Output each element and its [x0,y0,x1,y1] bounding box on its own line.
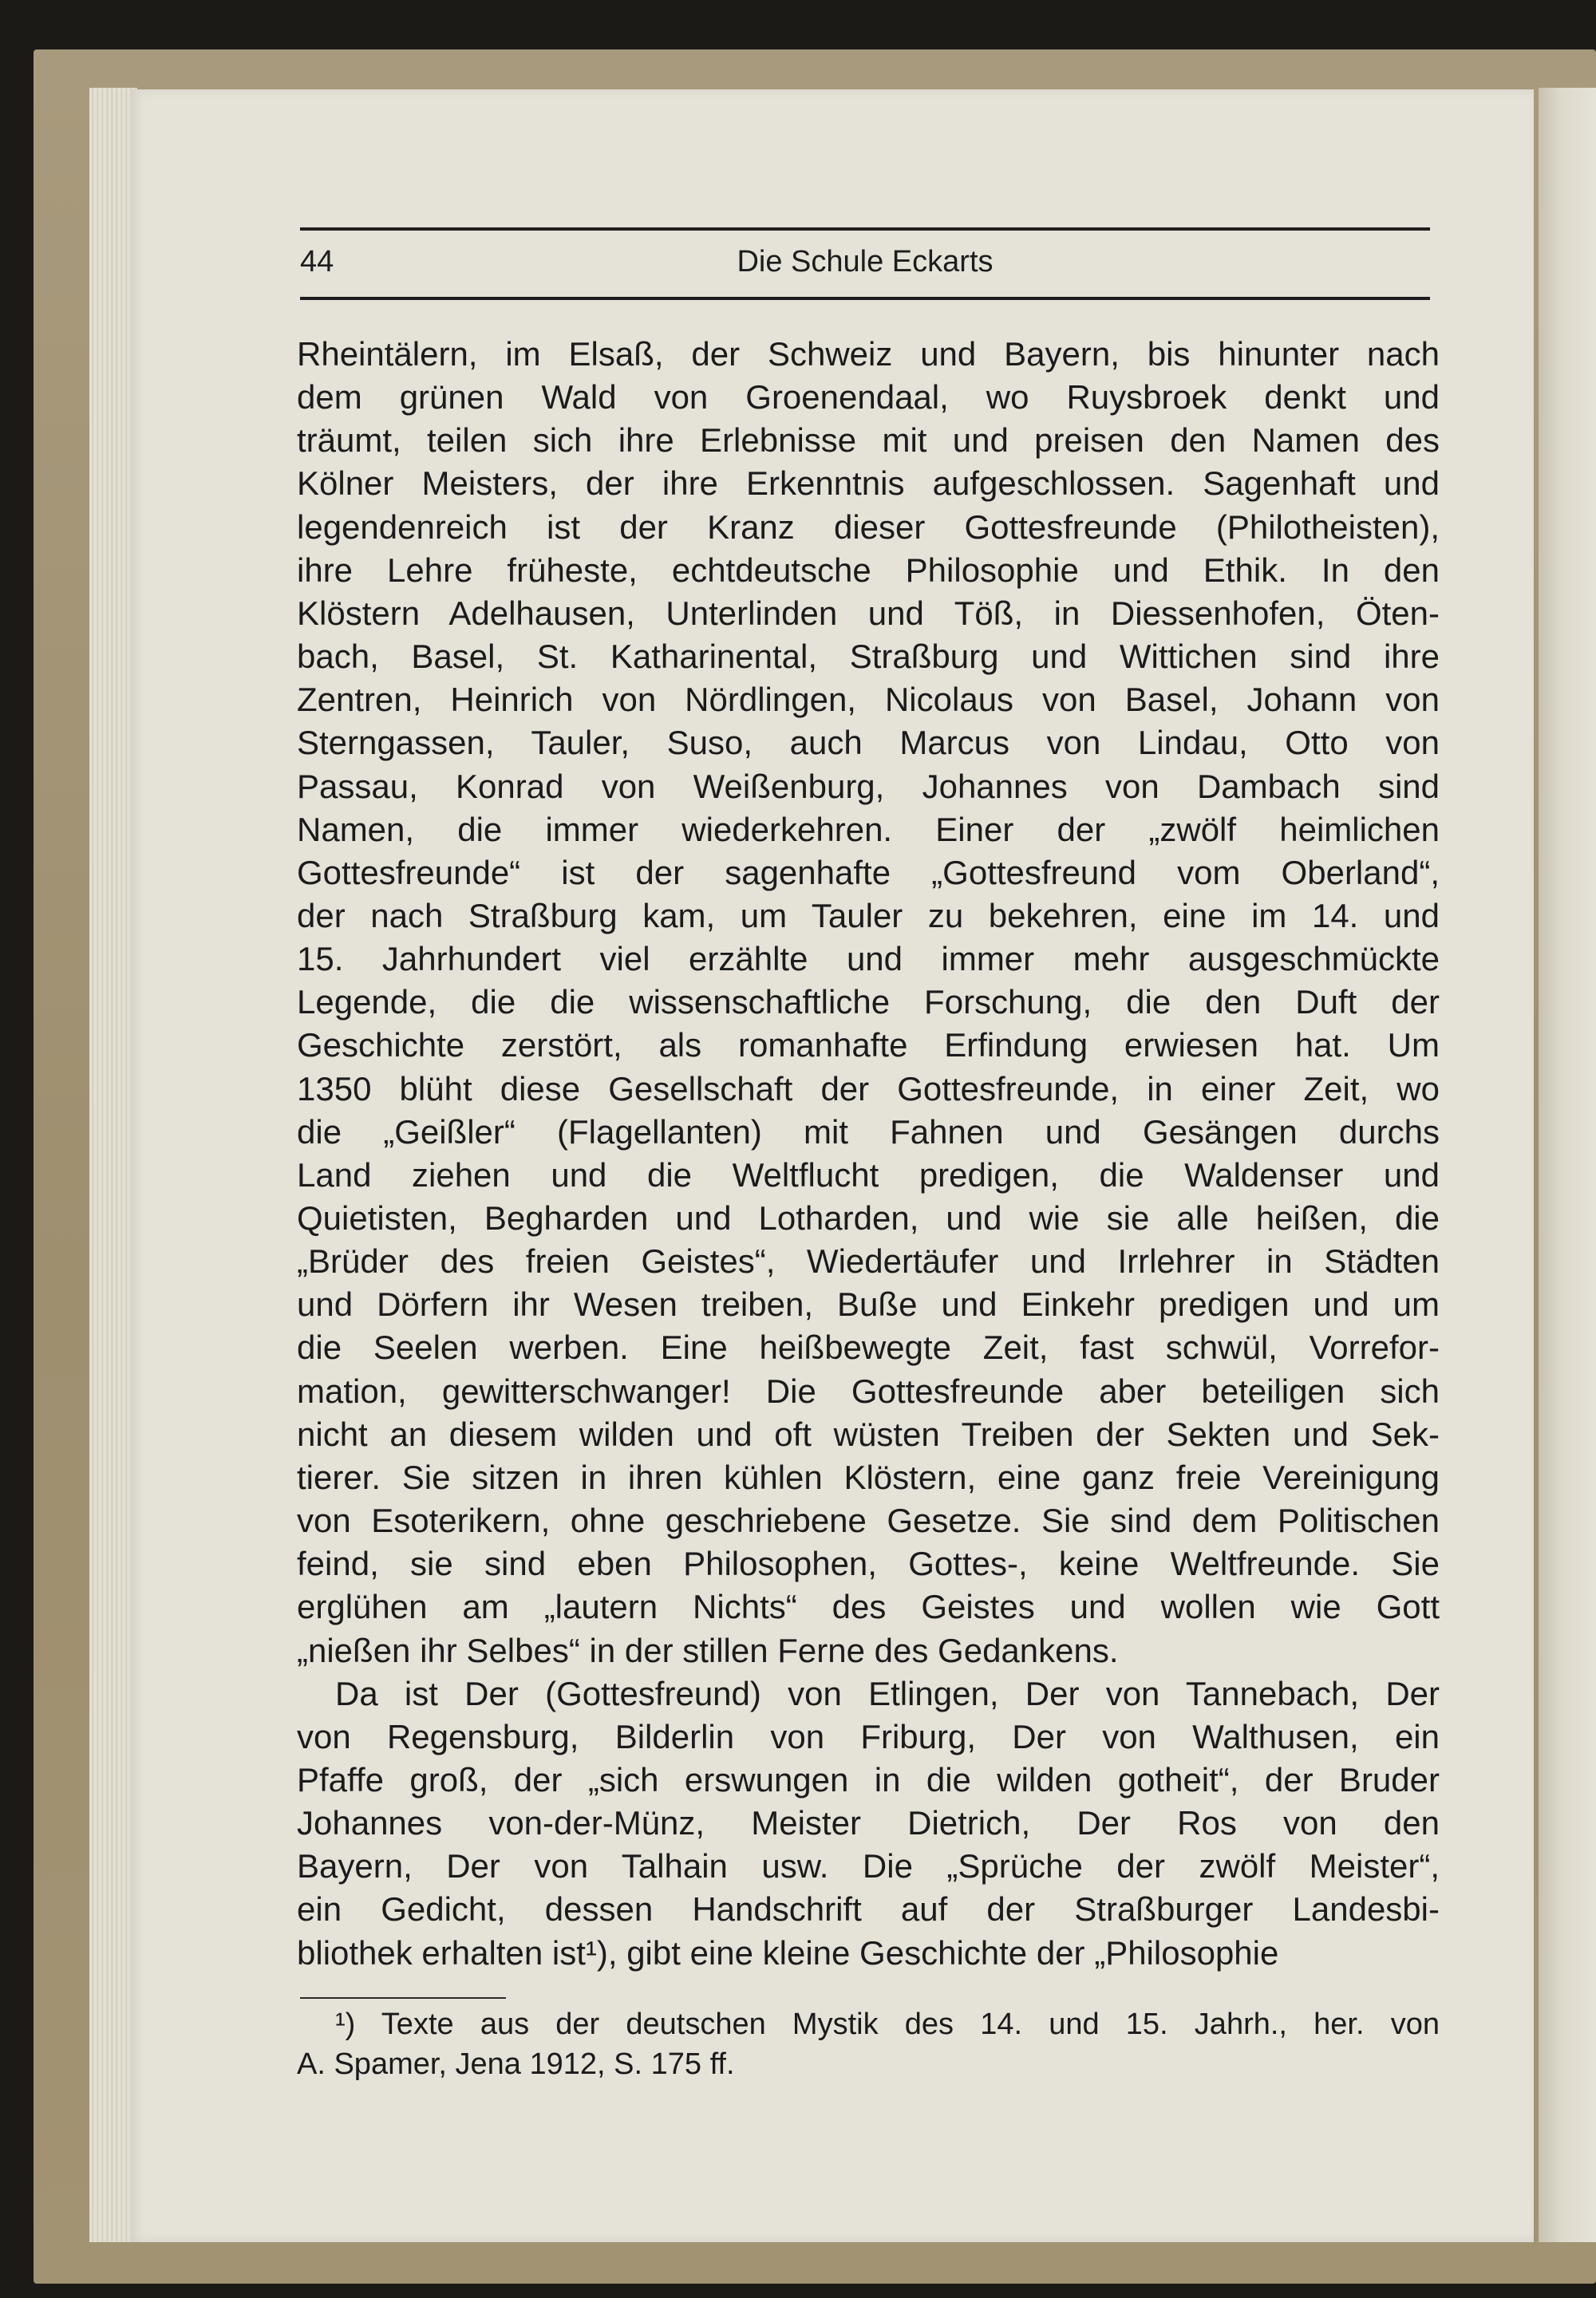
facing-page-edge [1539,88,1596,2242]
text-line: von Esoterikern, ohne geschriebene Gesetze. Sie sind dem Politischen [297,1502,1440,1540]
text-line: Kölner Meisters, der ihre Erkenntnis aufgeschlossen. Sagenhaft und [297,464,1440,503]
text-line: tierer. Sie sitzen in ihren kühlen Klöstern, eine ganz freie Vereinigung [297,1458,1440,1496]
footnote-rule [300,1997,506,1999]
text-line: legendenreich ist der Kranz dieser Gottesfreunde (Philotheisten), [297,507,1440,546]
page-edges [89,88,137,2242]
text-line: ihre Lehre früheste, echtdeutsche Philosophie und Ethik. In den [297,551,1440,589]
text-line: die Seelen werben. Eine heißbewegte Zeit, fast schwül, Vorrefor- [297,1329,1440,1367]
text-line: Sterngassen, Tauler, Suso, auch Marcus von Lindau, Otto von [297,724,1440,762]
running-title: Die Schule Eckarts [737,245,994,278]
text-line: Bayern, Der von Talhain usw. Die „Sprüche der zwölf Meister“, [297,1847,1440,1885]
text-line: und Dörfern ihr Wesen treiben, Buße und Einkehr predigen und um [297,1285,1440,1324]
text-line: Zentren, Heinrich von Nördlingen, Nicolaus von Basel, Johann von [297,681,1440,719]
text-line: Passau, Konrad von Weißenburg, Johannes von Dambach sind [297,767,1440,805]
running-head [300,238,1430,286]
text-line: träumt, teilen sich ihre Erlebnisse mit und preisen den Namen des [297,421,1440,460]
page-number: 44 [300,245,334,278]
text-line: feind, sie sind eben Philosophen, Gottes-, keine Weltfreunde. Sie [297,1545,1440,1583]
text-line: Namen, die immer wiederkehren. Einer der „zwölf heimlichen [297,810,1440,848]
text-line: der nach Straßburg kam, um Tauler zu bekehren, eine im 14. und [297,896,1440,934]
text-line: Da ist Der (Gottesfreund) von Etlingen, Der von Tannebach, Der [335,1674,1440,1712]
text-line: „Brüder des freien Geistes“, Wiedertäufer und Irrlehrer in Städten [297,1242,1440,1281]
header-rule-bottom [300,297,1430,300]
text-line: 15. Jahrhundert viel erzählte und immer mehr ausgeschmückte [297,940,1440,978]
text-line: mation, gewitterschwanger! Die Gottesfreunde aber beteiligen sich [297,1372,1440,1410]
header-rule-top [300,227,1430,231]
text-line: die „Geißler“ (Flagellanten) mit Fahnen und Gesängen durchs [297,1112,1440,1151]
text-line: Geschichte zerstört, als romanhafte Erfindung erwiesen hat. Um [297,1026,1440,1064]
text-line: dem grünen Wald von Groenendaal, wo Ruysbroek denkt und [297,378,1440,417]
footnote-line: A. Spamer, Jena 1912, S. 175 ff. [297,2047,735,2081]
text-line: Land ziehen und die Weltflucht predigen, die Waldenser und [297,1155,1440,1194]
text-line: ein Gedicht, dessen Handschrift auf der Straßburger Landesbi- [297,1890,1440,1929]
text-line: von Regensburg, Bilderlin von Friburg, Der von Walthusen, ein [297,1717,1440,1755]
text-line: bliothek erhalten ist¹), gibt eine kleine Geschichte der „Philosophie [297,1933,1279,1972]
text-line: Legende, die die wissenschaftliche Forschung, die den Duft der [297,983,1440,1021]
text-line: Rheintälern, im Elsaß, der Schweiz und Bayern, bis hinunter nach [297,335,1440,373]
text-line: 1350 blüht diese Gesellschaft der Gottesfreunde, in einer Zeit, wo [297,1069,1440,1108]
text-line: Johannes von-der-Münz, Meister Dietrich, Der Ros von den [297,1804,1440,1842]
text-line: Gottesfreunde“ ist der sagenhafte „Gottesfreund vom Oberland“, [297,853,1440,891]
text-line: Klöstern Adelhausen, Unterlinden und Töß, in Diessenhofen, Öten- [297,594,1440,632]
text-line: Quietisten, Begharden und Lotharden, und wie sie alle heißen, die [297,1199,1440,1237]
text-line: erglühen am „lautern Nichts“ des Geistes und wollen wie Gott [297,1588,1440,1626]
text-line: Pfaffe groß, der „sich erswungen in die wilden gotheit“, der Bruder [297,1760,1440,1799]
text-line: „nießen ihr Selbes“ in der stillen Ferne des Gedankens. [297,1631,1119,1669]
text-line: nicht an diesem wilden und oft wüsten Treiben der Sekten und Sek- [297,1415,1440,1453]
text-line: bach, Basel, St. Katharinental, Straßburg und Wittichen sind ihre [297,638,1440,676]
footnote-line: ¹) Texte aus der deutschen Mystik des 14. und 15. Jahrh., her. von [335,2008,1440,2041]
